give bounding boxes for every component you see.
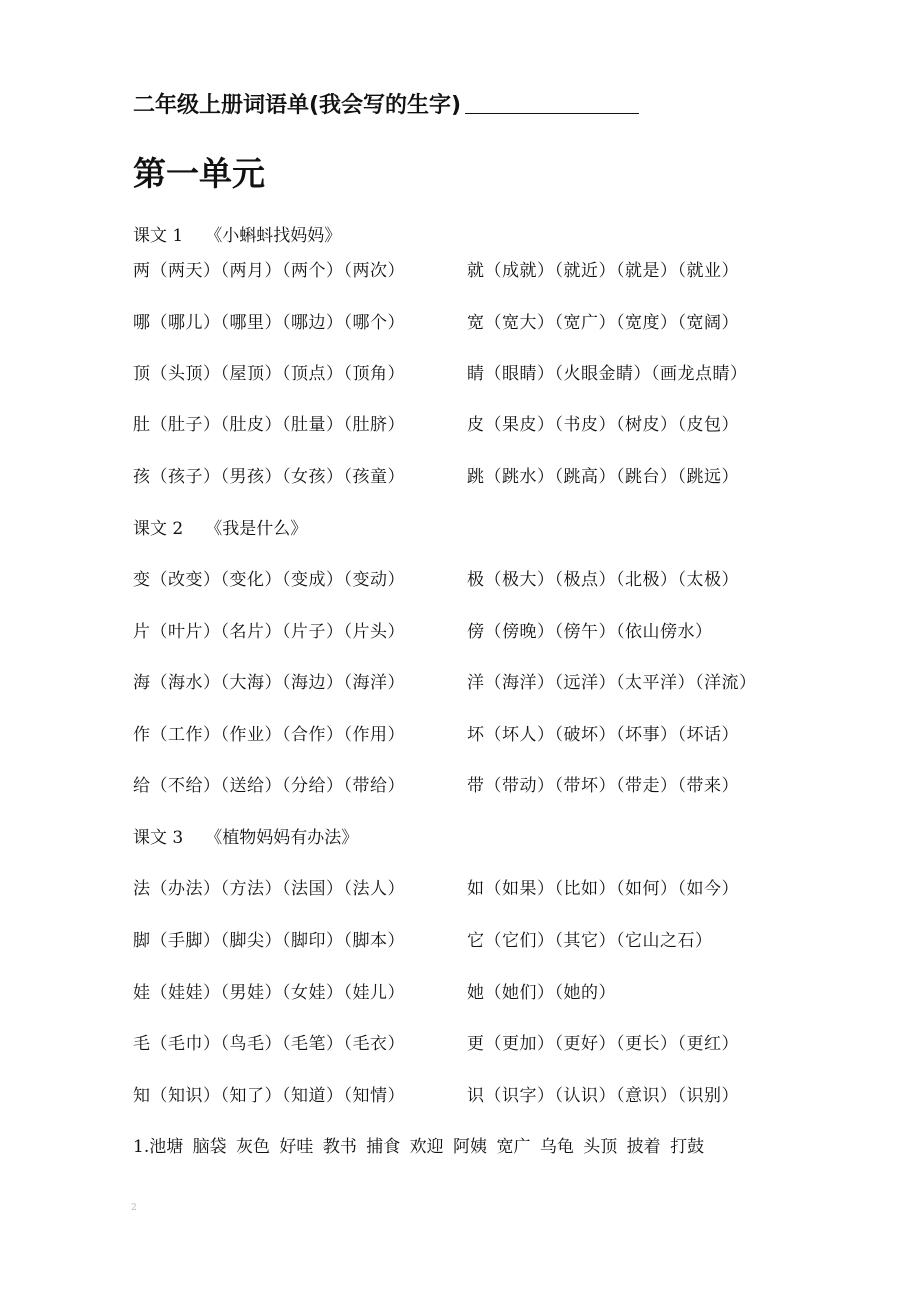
- vocab-row: [133, 874, 893, 904]
- lesson-name: 《小蝌蚪找妈妈》: [205, 226, 342, 246]
- lesson-heading-1: [133, 221, 341, 246]
- vocab-left: 肚（肚子）（肚皮）（肚量）（肚脐）: [133, 415, 405, 435]
- vocab-left: 海（海水）（大海）（海边）（海洋）: [133, 673, 405, 693]
- vocab-row: [133, 771, 893, 801]
- vocab-right: 傍（傍晚）（傍午）（依山傍水）: [467, 622, 713, 642]
- vocab-row: [133, 308, 893, 338]
- lesson-label: 课文 2: [133, 519, 184, 539]
- vocab-right: 睛（眼睛）（火眼金睛）（画龙点睛）: [467, 364, 748, 384]
- vocab-left: 片（叶片）（名片）（片子）（片头）: [133, 622, 405, 642]
- vocab-row: [133, 720, 893, 750]
- vocab-left: 给（不给）（送给）（分给）（带给）: [133, 776, 405, 796]
- title-text: 二年级上册词语单(我会写的生字): [133, 93, 462, 118]
- vocab-left: 娃（娃娃）（男娃）（女娃）（娃儿）: [133, 983, 405, 1003]
- vocab-right: 就（成就）（就近）（就是）（就业）: [467, 261, 739, 281]
- lesson-heading-2: [133, 514, 307, 539]
- unit-heading: 第一单元: [133, 154, 265, 193]
- vocab-row: [133, 256, 893, 286]
- word-list: 1.池塘 脑袋 灰色 好哇 教书 捕食 欢迎 阿姨 宽广 乌龟 头顶 披着 打鼓: [133, 1137, 705, 1157]
- vocab-right: 识（识字）（认识）（意识）（识别）: [467, 1086, 739, 1106]
- vocab-right: 如（如果）（比如）（如何）（如今）: [467, 879, 739, 899]
- vocab-right: 她（她们）（她的）: [467, 983, 616, 1003]
- vocab-left: 知（知识）（知了）（知道）（知情）: [133, 1086, 405, 1106]
- vocab-left: 脚（手脚）（脚尖）（脚印）（脚本）: [133, 931, 405, 951]
- lesson-label: 课文 3: [133, 828, 184, 848]
- vocab-left: 变（改变）（变化）（变成）（变动）: [133, 570, 405, 590]
- vocab-row: [133, 1081, 893, 1111]
- vocab-right: 带（带动）（带坏）（带走）（带来）: [467, 776, 739, 796]
- vocab-row: [133, 565, 893, 595]
- vocab-right: 宽（宽大）（宽广）（宽度）（宽阔）: [467, 313, 739, 333]
- vocab-left: 法（办法）（方法）（法国）（法人）: [133, 879, 405, 899]
- vocab-right: 极（极大）（极点）（北极）（太极）: [467, 570, 739, 590]
- vocab-left: 顶（头顶）（屋顶）（顶点）（顶角）: [133, 364, 405, 384]
- vocab-row: [133, 1029, 893, 1059]
- vocab-row: [133, 462, 893, 492]
- vocab-right: 洋（海洋）（远洋）（太平洋）（洋流）: [467, 673, 757, 693]
- name-blank-line: [465, 91, 639, 114]
- vocab-left: 毛（毛巾）（鸟毛）（毛笔）（毛衣）: [133, 1034, 405, 1054]
- lesson-name: 《植物妈妈有办法》: [205, 828, 359, 848]
- lesson-heading-3: [133, 823, 358, 848]
- vocab-left: 孩（孩子）（男孩）（女孩）（孩童）: [133, 467, 405, 487]
- vocab-right: 跳（跳水）（跳高）（跳台）（跳远）: [467, 467, 739, 487]
- vocab-row: [133, 668, 893, 698]
- lesson-name: 《我是什么》: [205, 519, 308, 539]
- vocab-right: 更（更加）（更好）（更长）（更红）: [467, 1034, 739, 1054]
- vocab-right: 皮（果皮）（书皮）（树皮）（皮包）: [467, 415, 739, 435]
- vocab-row: [133, 617, 893, 647]
- vocab-right: 它（它们）（其它）（它山之石）: [467, 931, 713, 951]
- vocab-row: [133, 359, 893, 389]
- vocab-row: [133, 926, 893, 956]
- vocab-left: 两（两天）（两月）（两个）（两次）: [133, 261, 405, 281]
- page-title: [133, 88, 639, 119]
- vocab-row: [133, 978, 893, 1008]
- lesson-label: 课文 1: [133, 226, 184, 246]
- vocab-row: [133, 410, 893, 440]
- page-mark: 2: [131, 1203, 137, 1213]
- vocab-right: 坏（坏人）（破坏）（坏事）（坏话）: [467, 725, 739, 745]
- vocab-left: 哪（哪儿）（哪里）（哪边）（哪个）: [133, 313, 405, 333]
- vocab-left: 作（工作）（作业）（合作）（作用）: [133, 725, 405, 745]
